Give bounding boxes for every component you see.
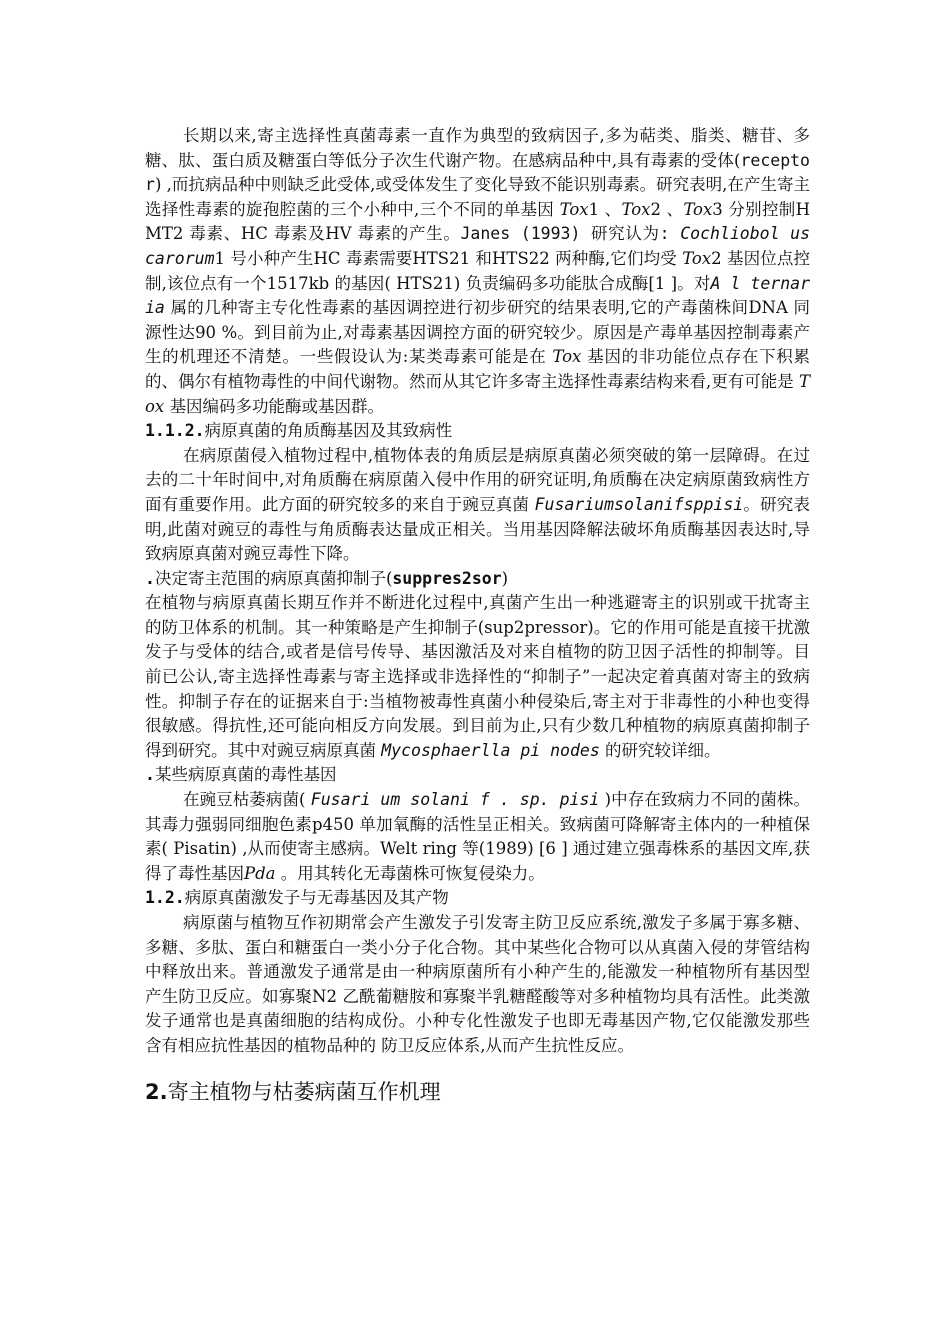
section-heading-virulence-genes: .某些病原真菌的毒性基因: [145, 765, 337, 785]
chapter-heading-interaction: 2.寄主植物与枯萎病菌互作机理: [145, 1079, 441, 1104]
section-heading-elicitors: 1.2.病原真菌激发子与无毒基因及其产物: [145, 888, 449, 908]
paragraph-suppressor: 在植物与病原真菌长期互作并不断进化过程中,真菌产生出一种逃避寄主的识别或干扰寄主的防卫体系的机制。其一种策略是产生抑制子(sup2pressor)。它的作用可能是直接干扰激发子与受体的结合,或者是信号传导、基因激活及对来自植物的防卫因子活性的抑制等。目前已公认,寄主选择性毒素与寄主选择或非选择性的“抑制子”一起决定着真菌对寄主的致病性。抑制子存在的证据来自于:当植物被毒性真菌小种侵染后,寄主对于非毒性的小种也变得很敏感。得抗性,还可能向相反方向发展。到目前为止,只有少数几种植物的病原真菌抑制子得到研究。其中对豌豆病原真菌 Mycosphaerlla pi nodes 的研究较详细。: [145, 593, 810, 760]
paragraph-cutinase: 在病原菌侵入植物过程中,植物体表的角质层是病原真菌必须突破的第一层障碍。在过去的二十年时间中,对角质酶在病原菌入侵中作用的研究证明,角质酶在决定病原菌致病性方面有重要作用。此方面的研究较多的来自于豌豆真菌 Fusariumsolanifsppisi。研究表明,此菌对豌豆的毒性与角质酶表达量成正相关。当用基因降解法破坏角质酶基因表达时,导致病原真菌对豌豆毒性下降。: [145, 445, 811, 564]
section-heading-suppressor: .决定寄主范围的病原真菌抑制子(suppres2sor): [145, 568, 509, 588]
paragraph-host-selective-toxins: 长期以来,寄主选择性真菌毒素一直作为典型的致病因子,多为萜类、脂类、糖苷、多糖、肽、蛋白质及糖蛋白等低分子次生代谢产物。在感病品种中,具有毒素的受体(receptor) ,而抗病品种中则缺乏此受体,或受体发生了变化导致不能识别毒素。研究表明,在产生寄主选择性毒素的旋孢腔菌的三个小种中,三个不同的单基因 Tox1 、Tox2 、Tox3 分别控制HMT2 毒素、HC 毒素及HV 毒素的产生。Janes (1993) 研究认为: Cochliobol us carorum1 号小种产生HC 毒素需要HTS21 和HTS22 两种酶,它们均受 Tox2 基因位点控制,该位点有一个1517kb 的基因( HTS21) 负责编码多功能肽合成酶[1 ]。对A l ternaria 属的几种寄主专化性毒素的基因调控进行初步研究的结果表明,它的产毒菌株间DNA 同源性达90 %。到目前为止,对毒素基因调控方面的研究较少。原因是产毒单基因控制毒素产生的机理还不清楚。一些假设认为:某类毒素可能是在 Tox 基因的非功能位点存在下积累的、偶尔有植物毒性的中间代谢物。然而从其它许多寄主选择性毒素结构来看,更有可能是 Tox 基因编码多功能酶或基因群。: [145, 126, 811, 416]
section-heading-cutinase: 1.1.2.病原真菌的角质酶基因及其致病性: [145, 421, 453, 441]
document-page: [145, 124, 810, 1107]
paragraph-elicitors: 病原菌与植物互作初期常会产生激发子引发寄主防卫反应系统,激发子多属于寡多糖、多糖、多肽、蛋白和糖蛋白一类小分子化合物。其中某些化合物可以从真菌入侵的芽管结构中释放出来。普通激发子通常是由一种病原菌所有小种产生的,能激发一种植物所有基因型产生防卫反应。如寡聚N2 乙酰葡糖胺和寡聚半乳糖醛酸等对多种植物均具有活性。此类激发子通常也是真菌细胞的结构成份。小种专化性激发子也即无毒基因产物,它仅能激发那些含有相应抗性基因的植物品种的 防卫反应体系,从而产生抗性反应。: [145, 913, 810, 1055]
paragraph-virulence-genes: 在豌豆枯萎病菌( Fusari um solani f . sp. pisi )中存在致病力不同的菌株。其毒力强弱同细胞色素p450 单加氧酶的活性呈正相关。致病菌可降解寄主体内的一种植保素( Pisatin) ,从而使寄主感病。Welt ring 等(1989) [6 ] 通过建立强毒株系的基因文库,获得了毒性基因Pda 。用其转化无毒菌株可恢复侵染力。: [145, 790, 811, 883]
